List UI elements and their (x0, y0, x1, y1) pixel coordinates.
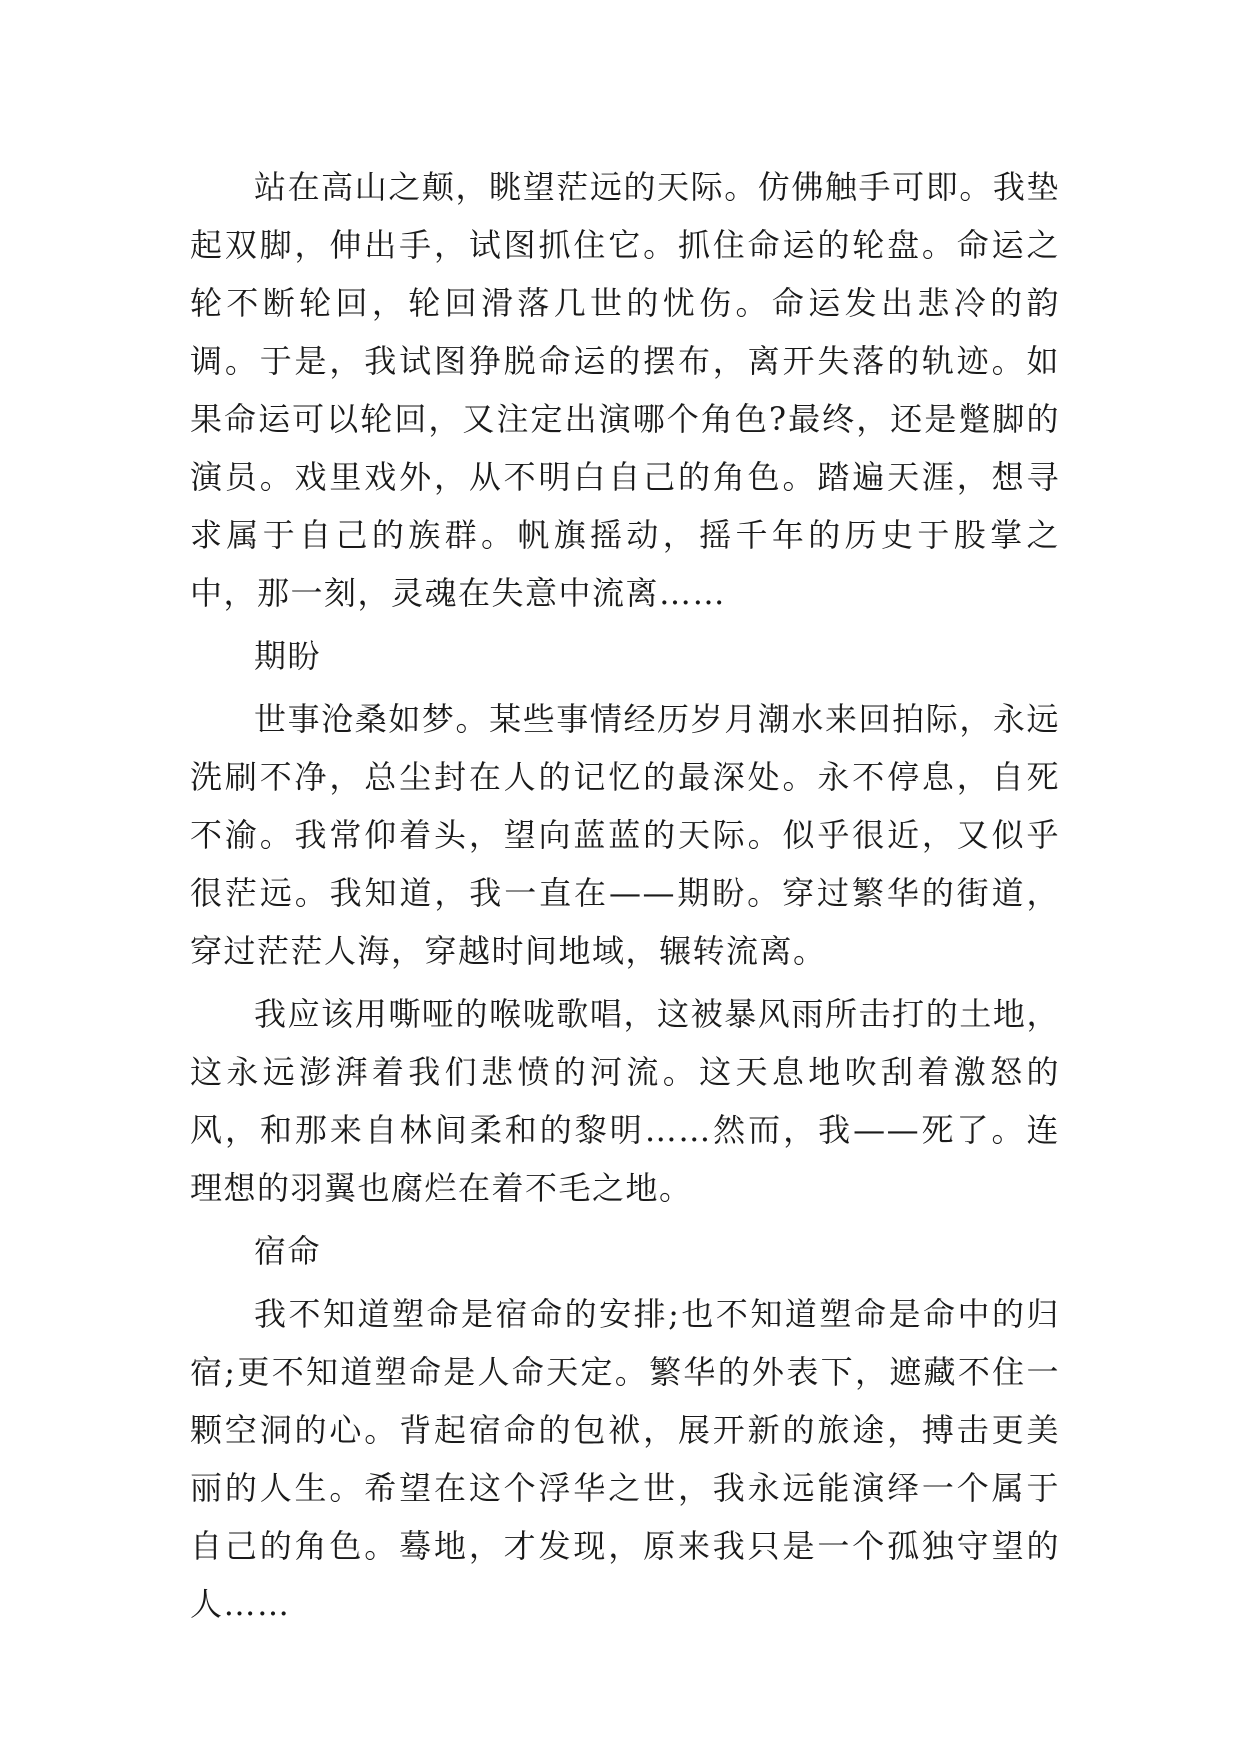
paragraph-fate-wheel: 站在高山之颠，眺望茫远的天际。仿佛触手可即。我垫起双脚，伸出手，试图抓住它。抓住命运的轮盘。命运之轮不断轮回，轮回滑落几世的忧伤。命运发出悲冷的韵调。于是，我试图狰脱命运的摆布，离开失落的轨迹。如果命运可以轮回，又注定出演哪个角色?最终，还是蹩脚的演员。戏里戏外，从不明白自己的角色。踏遍天涯，想寻求属于自己的族群。帆旗摇动，摇千年的历史于股掌之中，那一刻，灵魂在失意中流离…… (190, 168, 1060, 612)
document-body (190, 158, 1060, 1633)
paragraph-expectation: 世事沧桑如梦。某些事情经历岁月潮水来回拍际，永远洗刷不净，总尘封在人的记忆的最深处。永不停息，自死不渝。我常仰着头，望向蓝蓝的天际。似乎很近，又似乎很茫远。我知道，我一直在——期盼。穿过繁华的街道，穿过茫茫人海，穿越时间地域，辗转流离。 (190, 700, 1060, 970)
section-heading-expectation: 期盼 (254, 637, 322, 675)
paragraph-destiny: 我不知道塑命是宿命的安排;也不知道塑命是命中的归宿;更不知道塑命是人命天定。繁华的外表下，遮藏不住一颗空洞的心。背起宿命的包袱，展开新的旅途，搏击更美丽的人生。希望在这个浮华之世，我永远能演绎一个属于自己的角色。蓦地，才发现，原来我只是一个孤独守望的人…… (190, 1295, 1060, 1623)
paragraph-singing: 我应该用嘶哑的喉咙歌唱，这被暴风雨所击打的土地，这永远澎湃着我们悲愤的河流。这天息地吹刮着激怒的风，和那来自林间柔和的黎明……然而，我——死了。连理想的羽翼也腐烂在着不毛之地。 (190, 995, 1060, 1207)
section-heading-destiny: 宿命 (254, 1232, 322, 1270)
